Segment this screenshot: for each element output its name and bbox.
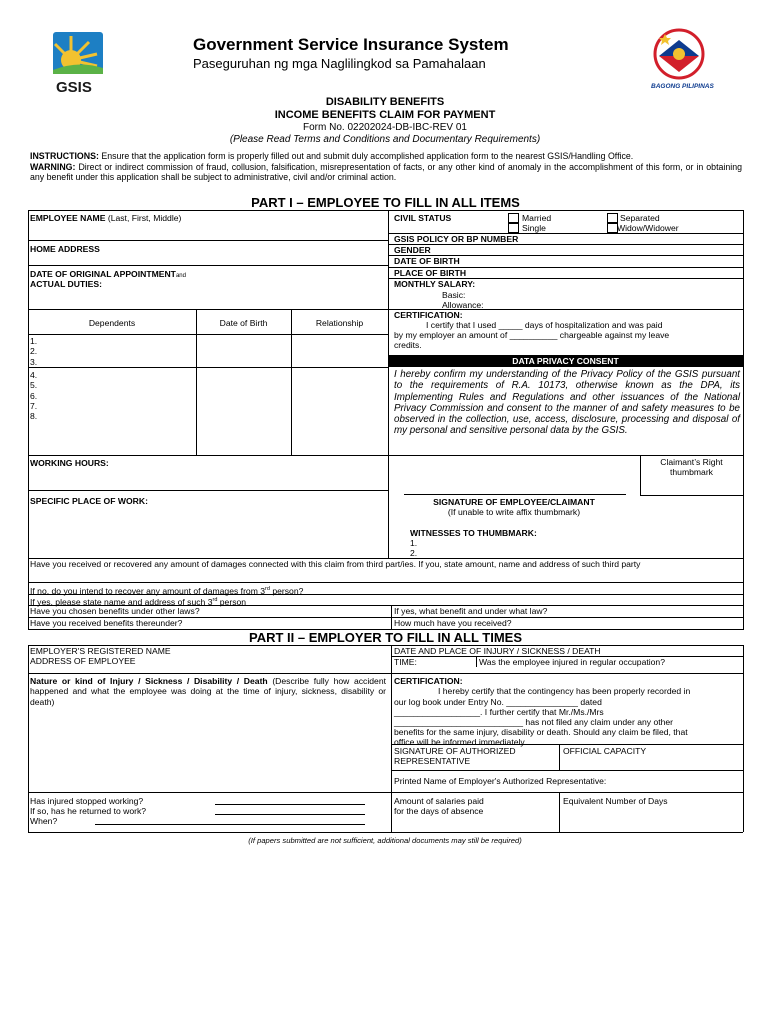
dependent-row: 8. xyxy=(30,411,38,422)
working-hours-label: WORKING HOURS: xyxy=(30,458,109,468)
certification-label: CERTIFICATION: xyxy=(394,310,463,320)
employer-certification-line-6: office will be informed immediately. xyxy=(394,737,527,747)
form-number: Form No. 02202024-DB-IBC-REV 01 xyxy=(303,122,467,133)
witness-1: 1. xyxy=(410,538,418,548)
certification-line-2: by my employer an amount of __________ chargeable against my leave xyxy=(394,330,670,340)
state-name-question: If yes, please state name and address of such 3rd person xyxy=(30,596,247,607)
certification-line-3: credits. xyxy=(394,340,422,350)
married-option: Married xyxy=(522,213,552,223)
authorized-signature-label-1: SIGNATURE OF AUTHORIZED xyxy=(394,746,516,756)
form-note: (Please Read Terms and Conditions and Documentary Requirements) xyxy=(229,134,541,145)
separated-option: Separated xyxy=(620,213,660,223)
basic-label: Basic: xyxy=(442,290,466,300)
stopped-working-question: Has injured stopped working? xyxy=(30,796,144,806)
bagong-pilipinas-seal-icon xyxy=(651,26,707,82)
employer-certification-line-3: __________________. I further certify that Mr./Ms./Mrs xyxy=(394,707,604,717)
employer-certification-line-5: benefits for the same injury, disability or death. Should any claim be filed, that xyxy=(394,727,688,737)
dependents-header: Dependents xyxy=(88,318,136,328)
place-of-birth-label: PLACE OF BIRTH xyxy=(394,268,467,278)
widow-option: Widow/Widower xyxy=(617,223,679,233)
dependent-rows-b xyxy=(30,370,37,421)
signature-note: (If unable to write affix thumbmark) xyxy=(447,507,581,517)
form-title: DISABILITY BENEFITS xyxy=(325,96,445,108)
recover-question: If no, do you intend to recover any amount of damages from 3rd person? xyxy=(30,585,304,596)
gender-label: GENDER xyxy=(394,245,431,255)
thumbmark-label-2: thumbmark xyxy=(670,467,713,477)
privacy-header: DATA PRIVACY CONSENT xyxy=(512,356,619,366)
employer-certification-line-2: our log book under Entry No. _______________ dated xyxy=(394,697,602,707)
org-name: Government Service Insurance System xyxy=(193,35,509,54)
employer-certification-line-1: I hereby certify that the contingency has been properly recorded in xyxy=(438,686,691,696)
civil-status-label: CIVIL STATUS xyxy=(394,213,452,223)
part1-title: PART I – EMPLOYEE TO FILL IN ALL ITEMS xyxy=(251,195,520,210)
employee-address-label: ADDRESS OF EMPLOYEE xyxy=(30,656,136,666)
relationship-header: Relationship xyxy=(315,318,364,328)
single-checkbox[interactable] xyxy=(508,223,519,233)
dependent-row: 7. xyxy=(30,400,38,411)
witness-2: 2. xyxy=(410,548,418,558)
official-capacity-label: OFFICIAL CAPACITY xyxy=(563,746,647,756)
damages-question: Have you received or recovered any amount of damages connected with this claim from third part/ies. If you, state amount, name and address of such third party xyxy=(30,559,641,569)
employer-certification-line-4: ___________________________ has not filed any claim under any other xyxy=(394,717,674,727)
other-laws-yes: If yes, what benefit and under what law? xyxy=(394,606,548,616)
employee-name-label: EMPLOYEE NAME (Last, First, Middle) xyxy=(30,213,182,223)
dependent-rows-a xyxy=(30,336,37,367)
date-place-label: DATE AND PLACE OF INJURY / SICKNESS / DEATH xyxy=(394,646,601,656)
salaries-paid-label-1: Amount of salaries paid xyxy=(394,796,484,806)
when-question: When? xyxy=(30,816,58,826)
privacy-text: I hereby confirm my understanding of the Privacy Policy of the GSIS pursuant to the requirements of R.A. 10173, otherwise known as the DPA, its Implementing Rules and Regulations and other issuances of the National Privacy Commission and consent to the manner of and safety measures to be observed in the collection, use, access, disclosure, processing and disposal of my personal and sensitive personal data by the GSIS. xyxy=(394,369,740,437)
nature-of-injury: Nature or kind of Injury / Sickness / Disability / Death (Describe fully how accident happened and what the employee was doing at the time of injury, sickness, disability or death) xyxy=(30,676,386,707)
certification-line-1: I certify that I used _____ days of hospitalization and was paid xyxy=(426,320,663,330)
time-label: TIME: xyxy=(394,657,417,667)
witnesses-label: WITNESSES TO THUMBMARK: xyxy=(410,528,537,538)
dependent-row: 3. xyxy=(30,356,38,367)
dob-header: Date of Birth xyxy=(219,318,268,328)
actual-duties-label: ACTUAL DUTIES: xyxy=(30,279,102,289)
date-of-appointment-label: DATE OF ORIGINAL APPOINTMENTand xyxy=(30,269,186,279)
returned-to-work-question: If so, has he returned to work? xyxy=(30,806,147,816)
policy-number-label: GSIS POLICY OR BP NUMBER xyxy=(394,234,519,244)
logo-text: GSIS xyxy=(56,79,92,96)
dependent-row: 6. xyxy=(30,390,38,401)
employer-certification-label: CERTIFICATION: xyxy=(394,676,463,686)
footer-note: (If papers submitted are not sufficient, additional documents may still be required) xyxy=(248,836,522,845)
monthly-salary-label: MONTHLY SALARY: xyxy=(394,279,476,289)
bagong-pilipinas-logo xyxy=(651,26,707,82)
dependent-row: 4. xyxy=(30,370,38,380)
form-subtitle: INCOME BENEFITS CLAIM FOR PAYMENT xyxy=(274,109,496,121)
employer-name-label: EMPLOYER'S REGISTERED NAME xyxy=(30,646,171,656)
salaries-paid-label-2: for the days of absence xyxy=(394,806,484,816)
received-benefits-question: Have you received benefits thereunder? xyxy=(30,618,183,628)
how-much-question: How much have you received? xyxy=(394,618,512,628)
date-of-birth-label: DATE OF BIRTH xyxy=(394,256,460,266)
dependent-row: 1. xyxy=(30,336,38,346)
instructions: INSTRUCTIONS: Ensure that the application form is properly filled out and submit duly accomplished application form to the nearest GSIS/Handling Office. WARNING: Direct or indirect commission of fraud, collusion, falsification, misrepresentation of facts, or any other kind of anomaly in the accomplishment of this form, or in obtaining any benefit under this application shall be subject to administrative, civil and/or criminal action. xyxy=(30,151,742,183)
specific-place-label: SPECIFIC PLACE OF WORK: xyxy=(30,496,148,506)
married-checkbox[interactable] xyxy=(508,213,519,223)
home-address-label: HOME ADDRESS xyxy=(30,244,100,254)
allowance-label: Allowance: xyxy=(442,300,484,310)
equivalent-days-label: Equivalent Number of Days xyxy=(563,796,668,806)
right-logo-text: BAGONG PILIPINAS xyxy=(651,83,714,90)
separated-checkbox[interactable] xyxy=(607,213,618,223)
printed-name-label: Printed Name of Employer's Authorized Representative: xyxy=(394,776,607,786)
part2-title: PART II – EMPLOYER TO FILL IN ALL TIMES xyxy=(248,630,523,645)
other-laws-question: Have you chosen benefits under other laws? xyxy=(30,606,200,616)
regular-occupation-label: Was the employee injured in regular occupation? xyxy=(479,657,665,667)
signature-label: SIGNATURE OF EMPLOYEE/CLAIMANT xyxy=(433,497,595,507)
dependent-row: 5. xyxy=(30,380,38,391)
org-tagline: Paseguruhan ng mga Naglilingkod sa Pamahalaan xyxy=(193,56,486,71)
dependent-row: 2. xyxy=(30,346,38,357)
single-option: Single xyxy=(522,223,546,233)
thumbmark-label-1: Claimant’s Right xyxy=(660,457,723,467)
authorized-signature-label-2: REPRESENTATIVE xyxy=(394,756,471,766)
